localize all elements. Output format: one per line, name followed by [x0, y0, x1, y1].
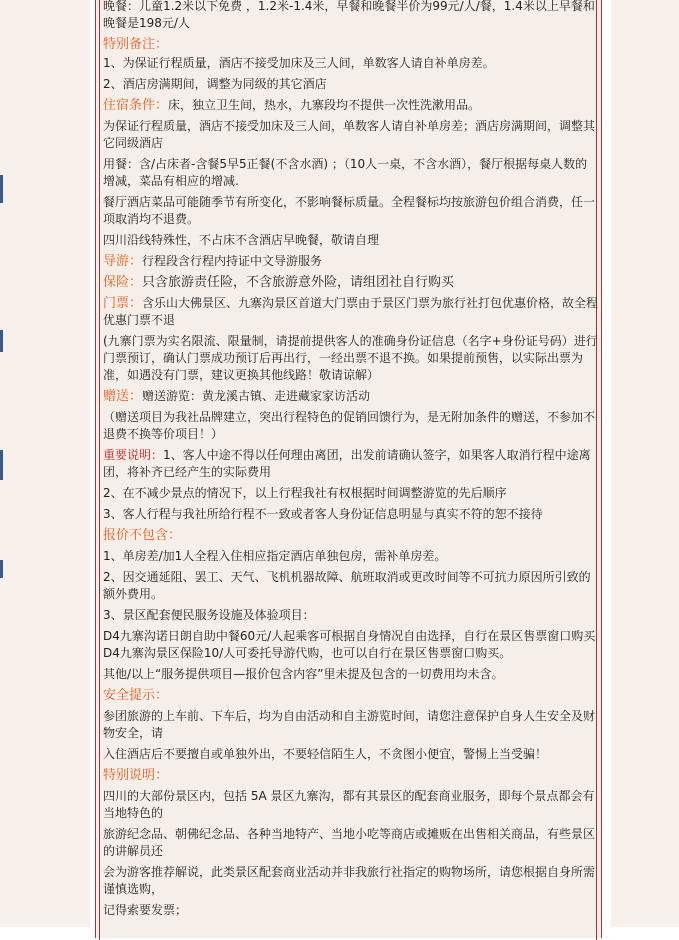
gift-text: 赠送游览：黄龙溪古镇、走进藏家家访活动 — [142, 389, 371, 403]
excluded-heading: 报价不包含： — [103, 528, 182, 543]
excluded-item: 1、单房差/加1人全程入住相应指定酒店单独包房，需补单房差。 — [103, 549, 447, 563]
safety-item: 入住酒店后不要擅自或单独外出，不要轻信陌生人，不贪图小便宜，警惕上当受骗！ — [103, 747, 548, 761]
special-notes-section — [103, 36, 599, 93]
sichuan-line: 四川沿线特殊性，不占床不含酒店早晚餐，敬请自理 — [103, 233, 380, 247]
meals-line: 用餐：含/占床者-含餐5早5正餐(不含水酒) ；（10人一桌，不含水酒），餐厅根据每桌人数的增减，菜品有相应的增减. — [103, 157, 588, 188]
special-desc-item: 四川的大部份景区内，包括 5A 景区九寨沟，都有其景区的配套商业服务，即每个景点都会有当地特色的 — [103, 789, 595, 820]
panel-left-rule — [99, 0, 100, 940]
guide-heading: 导游： — [103, 254, 143, 269]
guide-section — [103, 253, 599, 270]
left-gutter — [20, 0, 90, 927]
tickets-section — [103, 295, 599, 384]
gift-section — [103, 388, 599, 443]
lodging-heading: 住宿条件： — [103, 98, 169, 113]
tickets-line1: 含乐山大佛景区、九寨沟景区首道大门票由于景区门票为旅行社打包优惠价格，故全程优惠门票不退 — [103, 296, 599, 327]
important-section — [103, 447, 599, 523]
important-item: 2、在不减少景点的情况下，以上行程我社有权根据时间调整游览的先后顺序 — [103, 486, 507, 500]
gift-note: （赠送项目为我社品牌建立，突出行程特色的促销回馈行为，是无附加条件的赠送，不参加不退费不换等价项目！） — [103, 410, 596, 441]
lodging-line1: 床，独立卫生间，热水，九寨段均不提供一次性洗漱用品。 — [168, 98, 481, 112]
safety-section — [103, 687, 599, 763]
important-item: 3、客人行程与我社所给行程不一致或者客人身份证信息明显与真实不符的恕不接待 — [103, 507, 543, 521]
page-left-strip — [0, 0, 20, 927]
itinerary-content — [103, 0, 599, 923]
excluded-item: 2、因交通延阻、罢工、天气、飞机机器故障、航班取消或更改时间等不可抗力原因所引致的额外费用。 — [103, 570, 591, 601]
insurance-text: 只含旅游责任险，不含旅游意外险，请组团社自行购买 — [142, 275, 455, 290]
tickets-heading: 门票： — [103, 296, 143, 311]
lodging-section — [103, 97, 599, 249]
safety-heading: 安全提示： — [103, 688, 169, 703]
insurance-heading: 保险： — [103, 275, 143, 290]
excluded-section — [103, 527, 599, 683]
special-desc-section — [103, 767, 599, 919]
important-item: 1、客人中途不得以任何理由离团，出发前请确认签字，如果客人取消行程中途离团，将补齐已经产生的实际费用 — [103, 448, 591, 479]
insurance-section — [103, 274, 599, 291]
lodging-line2: 为保证行程质量，酒店不接受加床及三人间，单数客人请自补单房差；酒店房满期间，调整其它同级酒店 — [103, 119, 596, 150]
right-gutter — [611, 0, 679, 927]
special-desc-item: 旅游纪念品、朝佛纪念品、各种当地特产、当地小吃等商店或摊贩在出售相关商品，有些景区的讲解员还 — [103, 827, 596, 858]
guide-text: 行程段含行程内持证中文导游服务 — [142, 254, 323, 268]
special-desc-heading: 特别说明： — [103, 768, 169, 783]
special-note-item: 2、酒店房满期间，调整为同级的其它酒店 — [103, 77, 327, 91]
excluded-item: 3、景区配套便民服务设施及体验项目： — [103, 608, 315, 622]
gift-heading: 赠送： — [103, 389, 143, 404]
special-notes-heading: 特别备注： — [103, 37, 169, 52]
special-note-item: 1、为保证行程质量，酒店不接受加床及三人间，单数客人请自补单房差。 — [103, 56, 495, 70]
excluded-item: D4九寨沟诺日朗自助中餐60元/人起乘客可根据自身情况自由选择，自行在景区售票窗口购买D4九寨沟景区保险10/人可委托导游代购，也可以自行在景区售票窗口购买。 — [103, 629, 596, 660]
special-desc-item: 会为游客推荐解说，此类景区配套商业活动并非我旅行社指定的购物场所，请您根据自身所需谨慎选购， — [103, 865, 596, 896]
excluded-item: 其他/以上“服务提供项目—报价包含内容”里未提及包含的一切费用均未含。 — [103, 667, 504, 681]
special-desc-item: 记得索要发票； — [103, 903, 188, 917]
safety-item: 参团旅游的上车前、下车后，均为自由活动和自主游览时间，请您注意保护自身人生安全及财物安全，请 — [103, 709, 596, 740]
restaurant-line: 餐厅酒店菜品可能随季节有所变化，不影响餐标质量。全程餐标均按旅游包价组合消费，任一项取消均不退费。 — [103, 195, 596, 226]
tickets-line2: (九寨门票为实名限流、限量制，请提前提供客人的准确身份证信息（名字+身份证号码）进行门票预订，确认门票成功预订后再出行，一经出票不退不换。如果提前预售，以实际出票为准，如遇没有门票，建议更换其他线路！敬请谅解） — [103, 334, 598, 382]
important-heading: 重要说明： — [103, 448, 164, 462]
meal-note: 晚餐：儿童1.2米以下免费 ，1.2米-1.4米，早餐和晚餐半价为99元/人/餐，1.4米以上早餐和晚餐是198元/人 — [103, 0, 595, 30]
